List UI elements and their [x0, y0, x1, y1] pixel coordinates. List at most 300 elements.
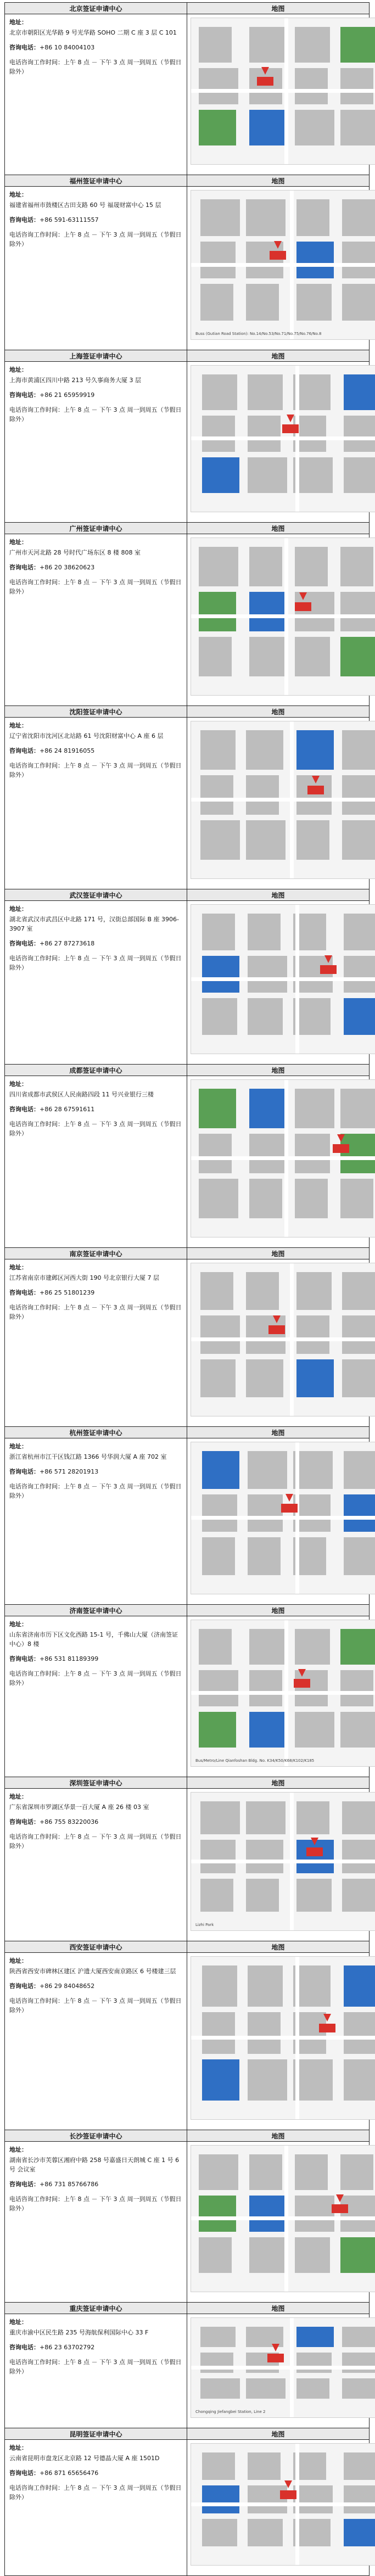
map-block	[295, 27, 330, 63]
map-block	[200, 2327, 236, 2347]
centre-header-row	[5, 2303, 370, 2314]
centre-name: 沈阳签证申请中心	[5, 706, 187, 718]
centre-name: 长沙签证申请中心	[5, 2130, 187, 2142]
map-block	[296, 242, 334, 278]
map-block	[248, 1494, 283, 1532]
map-block	[249, 2237, 284, 2273]
location-pin-icon	[324, 955, 332, 963]
map-block	[344, 2485, 375, 2513]
location-pin-icon	[298, 1669, 306, 1677]
map-block	[200, 1801, 240, 1834]
map-block	[296, 2378, 329, 2399]
centre-body-row	[5, 1259, 370, 1427]
map-block	[199, 27, 232, 63]
centre-body-row	[5, 2440, 370, 2576]
centre-info	[5, 2440, 187, 2576]
phone-label: 咨询电话：	[9, 216, 40, 223]
location-pin-icon	[261, 67, 269, 75]
location-pin-icon	[336, 2194, 344, 2202]
map-block	[202, 2012, 235, 2053]
map-block	[202, 998, 237, 1035]
address-text: 云南省昆明市盘龙区北京路 12 号德晶大厦 A 座 1501D	[9, 2455, 160, 2462]
centre-name: 昆明签证申请中心	[5, 2428, 187, 2440]
map-road	[191, 436, 375, 440]
centre-name: 武汉签证申请中心	[5, 889, 187, 901]
address-text: 北京市朝阳区光华路 9 号光华路 SOHO 二期 C 座 3 层 C 101	[9, 29, 177, 36]
map-block	[295, 2196, 334, 2231]
map-column-header: 地图	[187, 889, 370, 901]
centre-name: 北京签证申请中心	[5, 3, 187, 14]
centre-info	[5, 187, 187, 350]
target-building	[332, 2204, 348, 2213]
centre-info	[5, 1616, 187, 1777]
map-column-header: 地图	[187, 175, 370, 187]
map-block	[246, 820, 286, 860]
map-cell	[187, 1616, 370, 1777]
map-column-header: 地图	[187, 1065, 370, 1076]
map-road	[284, 1080, 288, 1237]
map-caption: Buss (Gutian Road Station): No.14/No.53/No.71/No.75/No.76/No.8	[195, 332, 322, 336]
working-hours: 电话咨询工作时间：上午 8 点 － 下午 3 点 周一到周五（节假日除外）	[9, 1483, 182, 1499]
phone-label: 咨询电话：	[9, 2181, 40, 2188]
centre-name: 南京签证申请中心	[5, 1248, 187, 1259]
map-road	[290, 2318, 294, 2417]
centre-name: 上海签证申请中心	[5, 350, 187, 362]
phone-label: 咨询电话：	[9, 1289, 40, 1296]
location-map	[191, 190, 375, 340]
map-block	[295, 68, 328, 104]
address-text: 山东省济南市历下区文化西路 15-1 号，千佛山大厦（济南签证中心）8 楼	[9, 1631, 178, 1648]
map-block	[249, 547, 282, 586]
centre-header-row	[5, 1777, 370, 1789]
map-block	[344, 2452, 375, 2480]
map-block	[199, 68, 238, 104]
map-road	[191, 2216, 375, 2220]
map-block	[249, 1089, 287, 1128]
target-building	[294, 1679, 310, 1688]
map-column-header: 地图	[187, 3, 370, 14]
map-block	[199, 637, 232, 676]
map-caption: Bus/Metro/Line Qianfoshan Bldg. No. K34/K50/K68/K102/K185	[195, 1759, 315, 1763]
map-block	[200, 820, 240, 860]
address-label: 地址：	[9, 1264, 27, 1271]
map-block	[202, 457, 239, 493]
map-block	[246, 730, 283, 770]
phone-number[interactable]: +86 23 63702792	[40, 2344, 95, 2351]
map-block	[248, 1965, 283, 2007]
map-block	[344, 914, 375, 950]
map-block	[344, 2059, 375, 2101]
map-block	[200, 1840, 236, 1873]
location-map	[191, 1079, 375, 1237]
map-block	[199, 2196, 236, 2231]
map-block	[200, 1272, 233, 1310]
centre-info	[5, 2314, 187, 2428]
map-block	[344, 2012, 375, 2053]
centre-header-row	[5, 350, 370, 362]
map-block	[199, 1134, 232, 1173]
centre-body-row	[5, 2314, 370, 2428]
map-road	[191, 1156, 375, 1160]
map-road	[191, 2502, 375, 2506]
map-block	[340, 2154, 373, 2190]
map-block	[344, 1537, 375, 1575]
working-hours: 电话咨询工作时间：上午 8 点 － 下午 3 点 周一到周五（节假日除外）	[9, 1833, 182, 1850]
map-block	[248, 998, 283, 1035]
map-cell	[187, 2314, 370, 2428]
centre-info	[5, 362, 187, 523]
map-cell	[187, 1789, 370, 1941]
map-block	[342, 820, 375, 860]
map-cell	[187, 362, 370, 523]
map-caption: Lizhi Park	[195, 1923, 214, 1927]
map-block	[199, 547, 238, 586]
location-pin-icon	[284, 2480, 292, 2488]
phone-label: 咨询电话：	[9, 940, 40, 947]
address-text: 重庆市渝中区民生路 235 号海航保利国际中心 33 F	[9, 2329, 149, 2336]
map-block	[202, 1494, 237, 1532]
phone-label: 咨询电话：	[9, 564, 40, 571]
map-block	[246, 1840, 283, 1873]
map-block	[202, 416, 235, 451]
address-label: 地址：	[9, 2444, 27, 2451]
centre-header-row	[5, 706, 370, 718]
map-block	[246, 284, 279, 321]
phone-number[interactable]: +86 755 83220036	[40, 1818, 99, 1825]
map-block	[296, 1315, 329, 1353]
map-block	[296, 1879, 332, 1912]
location-map	[191, 1620, 375, 1767]
centre-header-row	[5, 1427, 370, 1438]
map-block	[202, 1537, 235, 1575]
phone-number[interactable]: +86 10 84004103	[40, 44, 95, 51]
centre-body-row	[5, 14, 370, 175]
centre-info	[5, 534, 187, 706]
location-map	[191, 2443, 375, 2566]
centre-name: 广州签证申请中心	[5, 523, 187, 534]
map-column-header: 地图	[187, 706, 370, 718]
map-block	[246, 1272, 279, 1310]
map-road	[191, 977, 375, 981]
map-block	[199, 2154, 238, 2190]
target-building	[320, 965, 337, 974]
map-block	[199, 1179, 238, 1218]
map-block	[342, 2327, 375, 2347]
phone-number[interactable]: +86 24 81916055	[40, 747, 95, 754]
address-text: 浙江省杭州市江干区钱江路 1366 号华润大厦 A 座 702 室	[9, 1453, 167, 1460]
centre-header-row	[5, 2428, 370, 2440]
address-label: 地址：	[9, 722, 27, 729]
location-map	[191, 1956, 375, 2120]
map-road	[295, 366, 299, 512]
location-pin-icon	[274, 241, 282, 249]
map-block	[249, 637, 284, 676]
map-road	[191, 2366, 375, 2370]
map-block	[248, 1537, 281, 1575]
map-block	[199, 592, 236, 631]
map-block	[248, 956, 287, 993]
location-pin-icon	[299, 592, 307, 600]
map-block	[200, 284, 233, 321]
phone-label: 咨询电话：	[9, 391, 40, 399]
centre-body-row	[5, 1438, 370, 1605]
map-block	[342, 1359, 375, 1397]
centre-info	[5, 1438, 187, 1605]
phone-label: 咨询电话：	[9, 2469, 40, 2477]
map-road	[284, 18, 288, 164]
working-hours: 电话咨询工作时间：上午 8 点 － 下午 3 点 周一到周五（节假日除外）	[9, 2484, 182, 2501]
target-building	[267, 2354, 284, 2362]
map-cell	[187, 534, 370, 706]
map-block	[296, 199, 329, 236]
map-block	[200, 1315, 240, 1353]
map-block	[342, 1840, 375, 1873]
centre-name: 济南签证申请中心	[5, 1605, 187, 1616]
map-block	[340, 2196, 375, 2231]
map-block	[295, 110, 334, 145]
visa-centre-table	[4, 2, 370, 2576]
phone-line	[9, 2468, 182, 2478]
map-road	[191, 1337, 375, 1341]
address-text: 辽宁省沈阳市沈河区北站路 61 号沈阳财富中心 A 座 6 层	[9, 732, 164, 740]
map-road	[191, 2036, 375, 2040]
phone-number[interactable]: +86 21 65959919	[40, 391, 95, 399]
centre-header-row	[5, 889, 370, 901]
map-block	[202, 1451, 239, 1489]
map-column-header: 地图	[187, 1941, 370, 1953]
address-text: 陕西省西安市碑林区建区 沪遗大厦西安南京路区 6 号楼建三层	[9, 1968, 176, 1975]
map-block	[295, 2237, 330, 2273]
map-block	[200, 2378, 240, 2399]
centre-body-row	[5, 718, 370, 889]
phone-number[interactable]: +86 25 51801239	[40, 1289, 95, 1296]
working-hours: 电话咨询工作时间：上午 8 点 － 下午 3 点 周一到周五（节假日除外）	[9, 231, 182, 248]
address-label: 地址：	[9, 1793, 27, 1800]
map-block	[295, 1134, 330, 1173]
map-column-header: 地图	[187, 1427, 370, 1438]
phone-line	[9, 43, 182, 52]
location-map	[191, 721, 375, 879]
map-block	[344, 457, 375, 493]
target-building	[282, 424, 299, 433]
map-block	[295, 1712, 334, 1748]
target-building	[268, 1325, 285, 1334]
map-road	[191, 1516, 375, 1520]
map-block	[202, 2452, 235, 2480]
map-column-header: 地图	[187, 350, 370, 362]
target-building	[306, 1847, 323, 1856]
centre-body-row	[5, 362, 370, 523]
map-road	[284, 2146, 288, 2292]
map-block	[202, 2519, 237, 2546]
location-pin-icon	[272, 2344, 279, 2351]
address-text: 上海市黄浦区四川中路 213 号久事商务大厦 3 层	[9, 377, 141, 384]
map-block	[248, 2012, 281, 2053]
map-block	[200, 199, 240, 236]
map-block	[296, 2327, 334, 2347]
location-map	[191, 18, 375, 165]
phone-label: 咨询电话：	[9, 1983, 40, 1990]
map-block	[296, 730, 334, 770]
map-block	[342, 284, 375, 321]
map-block	[342, 242, 375, 278]
phone-line	[9, 1981, 182, 1991]
phone-number[interactable]: +86 731 85766786	[40, 2181, 99, 2188]
address-label: 地址：	[9, 1621, 27, 1628]
target-building	[270, 251, 286, 260]
centre-header-row	[5, 1605, 370, 1616]
phone-line	[9, 1105, 182, 1114]
map-block	[246, 1359, 283, 1397]
location-pin-icon	[311, 1838, 318, 1845]
phone-line	[9, 1467, 182, 1476]
map-block	[248, 457, 287, 493]
map-block	[342, 2378, 375, 2399]
phone-number[interactable]: +86 27 87273618	[40, 940, 95, 947]
map-cell	[187, 1259, 370, 1427]
map-block	[248, 2452, 281, 2480]
map-road	[191, 89, 375, 93]
centre-name: 成都签证申请中心	[5, 1065, 187, 1076]
centre-body-row	[5, 1789, 370, 1941]
map-column-header: 地图	[187, 1248, 370, 1259]
map-block	[295, 1629, 330, 1665]
map-block	[246, 775, 279, 815]
address-text: 湖北省武汉市武昌区中北路 171 号，汉街总部国际 B 座 3906-3907 室	[9, 916, 179, 932]
map-block	[200, 1879, 233, 1912]
map-block	[202, 374, 237, 410]
centre-header-row	[5, 1941, 370, 1953]
map-block	[248, 416, 281, 451]
phone-number[interactable]: +86 871 65656476	[40, 2469, 99, 2477]
map-block	[249, 2196, 287, 2231]
map-block	[295, 1089, 334, 1128]
target-building	[281, 1504, 298, 1513]
map-block	[340, 637, 375, 676]
phone-label: 咨询电话：	[9, 2344, 40, 2351]
map-block	[340, 110, 375, 145]
map-block	[295, 637, 330, 676]
working-hours: 电话咨询工作时间：上午 8 点 － 下午 3 点 周一到周五（节假日除外）	[9, 59, 182, 75]
map-column-header: 地图	[187, 2428, 370, 2440]
phone-number[interactable]: +86 20 38620623	[40, 564, 95, 571]
map-block	[295, 547, 328, 586]
target-building	[319, 2024, 335, 2032]
phone-number[interactable]: +86 531 81189399	[40, 1655, 99, 1662]
phone-label: 咨询电话：	[9, 1468, 40, 1475]
centre-body-row	[5, 534, 370, 706]
map-road	[290, 191, 294, 339]
map-block	[344, 1494, 375, 1532]
phone-label: 咨询电话：	[9, 1106, 40, 1113]
centre-name: 重庆签证申请中心	[5, 2303, 187, 2314]
address-label: 地址：	[9, 366, 27, 373]
map-block	[296, 1359, 334, 1397]
location-pin-icon	[287, 415, 294, 422]
location-map	[191, 2317, 375, 2418]
address-label: 地址：	[9, 19, 27, 26]
map-road	[295, 1957, 299, 2119]
map-block	[342, 1272, 375, 1310]
map-column-header: 地图	[187, 2130, 370, 2142]
map-block	[202, 1965, 237, 2007]
map-cell	[187, 1953, 370, 2130]
map-block	[344, 1965, 375, 2007]
phone-label: 咨询电话：	[9, 44, 40, 51]
map-road	[284, 538, 288, 695]
map-block	[199, 1629, 232, 1665]
working-hours: 电话咨询工作时间：上午 8 点 － 下午 3 点 周一到周五（节假日除外）	[9, 1670, 182, 1687]
map-block	[344, 998, 375, 1035]
map-block	[340, 1179, 373, 1218]
map-block	[248, 2059, 287, 2101]
location-map	[191, 2145, 375, 2292]
map-block	[246, 2378, 286, 2399]
location-map	[191, 1263, 375, 1416]
working-hours: 电话咨询工作时间：上午 8 点 － 下午 3 点 周一到周五（节假日除外）	[9, 955, 182, 971]
map-block	[249, 110, 287, 145]
phone-number[interactable]: +86 29 84048652	[40, 1983, 95, 1990]
working-hours: 电话咨询工作时间：上午 8 点 － 下午 3 点 周一到周五（节假日除外）	[9, 579, 182, 595]
map-block	[248, 374, 283, 410]
phone-number[interactable]: +86 571 28201913	[40, 1468, 99, 1475]
map-block	[344, 2519, 375, 2546]
address-label: 地址：	[9, 2319, 27, 2326]
centre-header-row	[5, 175, 370, 187]
map-block	[296, 820, 329, 860]
location-pin-icon	[323, 2014, 331, 2021]
centre-name: 福州签证申请中心	[5, 175, 187, 187]
map-cell	[187, 901, 370, 1065]
location-pin-icon	[337, 1134, 345, 1142]
phone-line	[9, 563, 182, 572]
centre-name: 杭州签证申请中心	[5, 1427, 187, 1438]
phone-line	[9, 939, 182, 948]
map-block	[340, 68, 373, 104]
target-building	[280, 2490, 296, 2499]
working-hours: 电话咨询工作时间：上午 8 点 － 下午 3 点 周一到周五（节假日除外）	[9, 406, 182, 423]
address-label: 地址：	[9, 2146, 27, 2153]
map-cell	[187, 1076, 370, 1248]
map-block	[296, 1272, 332, 1310]
map-road	[191, 614, 375, 618]
map-block	[246, 1801, 286, 1834]
phone-number[interactable]: +86 28 67591611	[40, 1106, 95, 1113]
phone-line	[9, 390, 182, 400]
phone-number[interactable]: +86 591-63111557	[40, 216, 99, 223]
centre-body-row	[5, 1076, 370, 1248]
map-road	[295, 2444, 299, 2565]
map-block	[249, 27, 284, 63]
map-block	[340, 1670, 373, 1706]
centre-info	[5, 1076, 187, 1248]
map-road	[191, 798, 375, 802]
centre-info	[5, 1953, 187, 2130]
map-block	[342, 730, 375, 770]
working-hours: 电话咨询工作时间：上午 8 点 － 下午 3 点 周一到周五（节假日除外）	[9, 1304, 182, 1320]
phone-line	[9, 746, 182, 755]
centre-body-row	[5, 1616, 370, 1777]
map-block	[344, 956, 375, 993]
map-road	[191, 1860, 375, 1863]
map-block	[340, 592, 375, 631]
map-column-header: 地图	[187, 2303, 370, 2314]
target-building	[333, 1144, 349, 1153]
map-block	[340, 547, 373, 586]
centre-info	[5, 1789, 187, 1941]
phone-line	[9, 2180, 182, 2189]
map-road	[295, 905, 299, 1054]
